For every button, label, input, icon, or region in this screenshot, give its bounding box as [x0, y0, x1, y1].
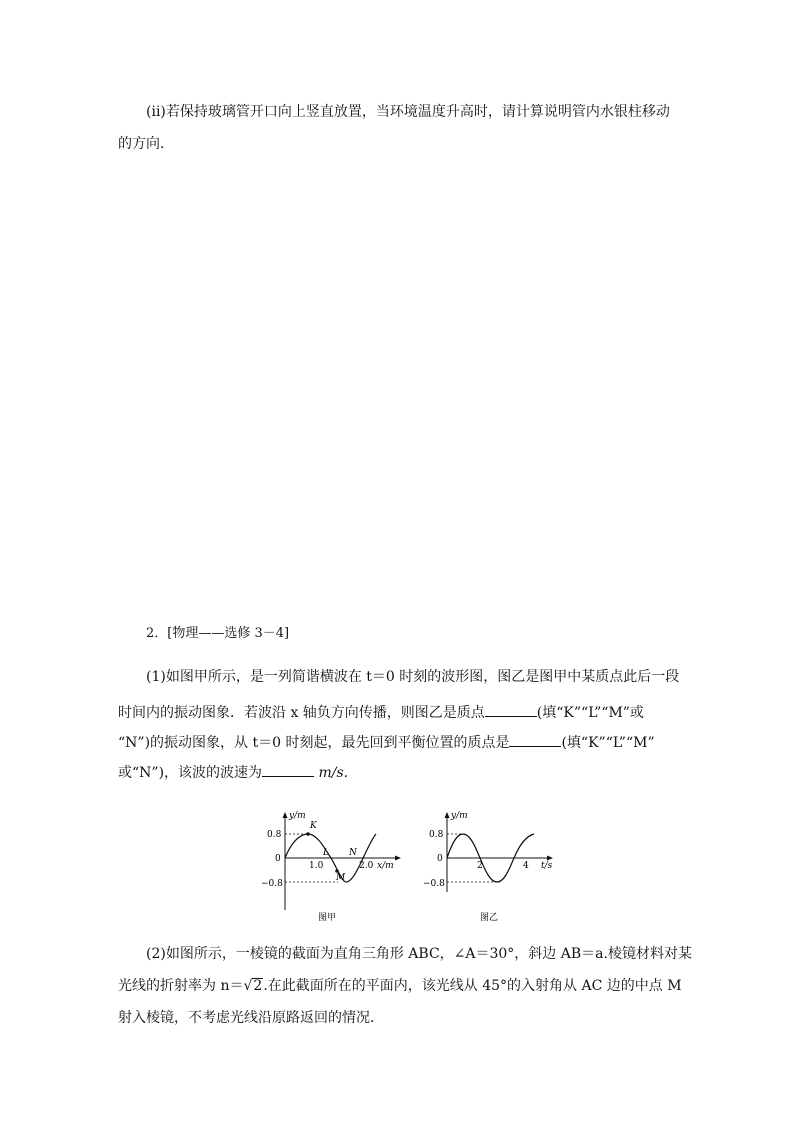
yi-y-arrow	[445, 812, 450, 818]
yi-caption: 图乙	[480, 913, 499, 923]
jia-y-label: y/m	[289, 811, 306, 821]
sqrt-radicand: 2	[253, 978, 263, 994]
yi-x-arrow	[547, 856, 553, 861]
q2-p1-line-2-text: 时间内的振动图象．若波沿 x 轴负方向传播，则图乙是质点	[118, 705, 485, 721]
jia-tick-y-0.8: 0.8	[267, 830, 282, 840]
part-ii-line-1: (ⅱ)若保持玻璃管开口向上竖直放置，当环境温度升高时，请计算说明管内水银柱移动	[146, 104, 670, 120]
jia-y-arrow	[283, 812, 288, 818]
yi-tick-x-4: 4	[523, 861, 529, 871]
point-k-dot	[306, 832, 310, 836]
q2-p1-line-3	[118, 732, 655, 753]
q2-p1-line-3-head: “N”)的振动图象，从 t＝0 时刻起，最先回到平衡位置的质点是	[118, 735, 510, 751]
q2-p1-line-4	[118, 762, 348, 783]
q2-p2-line-1: (2)如图所示，一棱镜的截面为直角三角形 ABC，∠A＝30°，斜边 AB＝a.棱镜材料对某	[146, 946, 692, 962]
jia-tick-y-neg0.8: −0.8	[261, 879, 283, 889]
question-2-heading: 2．[物理——选修 3－4]	[146, 626, 290, 641]
jia-tick-x-1.0: 1.0	[309, 861, 324, 871]
jia-x-label: x/m	[377, 861, 394, 871]
answer-blank-3[interactable]	[262, 762, 314, 777]
yi-tick-y-0: 0	[437, 854, 443, 864]
point-l-label: L	[323, 848, 329, 858]
yi-tick-y-neg0.8: −0.8	[423, 879, 445, 889]
q2-p2-line-3: 射入棱镜，不考虑光线沿原路返回的情况．	[118, 1010, 384, 1026]
q2-p1-line-2-tail: (填“K”“L”“M”或	[536, 705, 644, 721]
q2-p1-line-4-unit: m/s.	[318, 765, 349, 781]
point-n-label: N	[349, 848, 357, 858]
figure-jia	[258, 806, 408, 924]
jia-tick-y-0: 0	[275, 854, 281, 864]
q2-p1-line-2	[118, 702, 644, 723]
figure-yi	[420, 806, 560, 924]
q2-p2-line-2-tail: .在此截面所在的平面内，该光线从 45°的入射角从 AC 边的中点 M	[263, 978, 682, 994]
q2-p1-line-4-head: 或“N”)，该波的波速为	[118, 765, 263, 781]
answer-blank-2[interactable]	[509, 732, 561, 747]
point-m-label: M	[336, 873, 346, 883]
q2-p1-line-3-tail: (填“K”“L”“M”	[561, 735, 655, 751]
q2-p2-line-2: 光线的折射率为 n＝√2.在此截面所在的平面内，该光线从 45°的入射角从 AC 边的中点 M	[118, 978, 682, 994]
jia-x-arrow	[395, 856, 401, 861]
yi-tick-x-2: 2	[477, 861, 483, 871]
point-k-label: K	[310, 821, 317, 831]
jia-tick-x-2.0: 2.0	[359, 861, 374, 871]
answer-blank-1[interactable]	[485, 702, 537, 717]
q2-p2-line-2-head: 光线的折射率为 n＝	[118, 978, 244, 994]
part-ii-line-2: 的方向．	[118, 136, 174, 152]
q2-p1-line-1: (1)如图甲所示，是一列简谐横波在 t＝0 时刻的波形图，图乙是图甲中某质点此后一段	[146, 669, 680, 685]
yi-tick-y-0.8: 0.8	[429, 830, 444, 840]
yi-x-label: t/s	[541, 861, 553, 871]
yi-y-label: y/m	[451, 811, 468, 821]
jia-caption: 图甲	[318, 913, 337, 923]
